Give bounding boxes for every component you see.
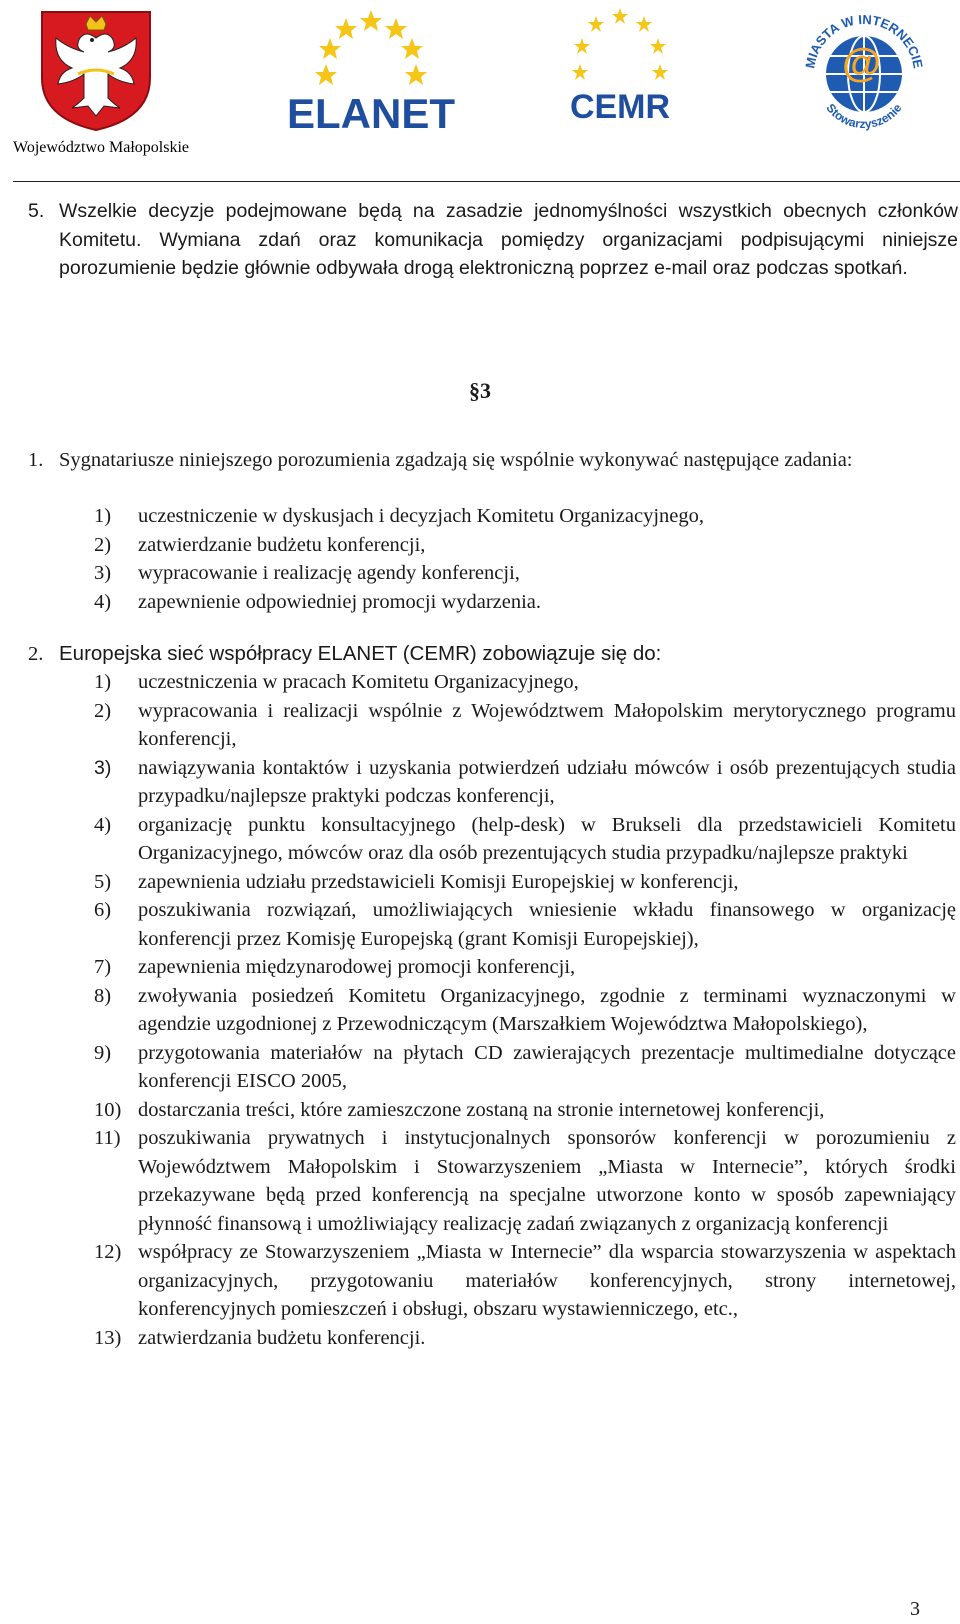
list-item-text: zatwierdzanie budżetu konferencji,	[138, 533, 426, 556]
paragraph-1-list	[94, 502, 956, 616]
list-item	[94, 953, 956, 982]
list-item-number: 9)	[94, 1041, 112, 1064]
list-item	[94, 531, 956, 560]
list-item	[94, 1238, 956, 1324]
list-item-text: przygotowania materiałów na płytach CD zawierających prezentacje multimedialne dotyczące konferencji EISCO 2005,	[138, 1041, 956, 1092]
list-item	[94, 811, 956, 868]
at-sign-icon: @	[842, 41, 882, 85]
list-item-number: 13)	[94, 1326, 122, 1349]
paragraph-number: 5.	[28, 200, 45, 222]
list-item-text: wypracowania i realizacji wspólnie z Województwem Małopolskim merytorycznego programu konferencji,	[138, 699, 956, 750]
section-heading: §3	[469, 378, 491, 403]
list-item-text: zwoływania posiedzeń Komitetu Organizacyjnego, zgodnie z terminami wyznaczonymi w agendzie uzgodnionej z Przewodniczącym (Marszałkiem Województwa Małopolskiego),	[138, 984, 956, 1035]
list-item	[94, 697, 956, 754]
list-item-text: nawiązywania kontaktów i uzyskania potwierdzeń udziału mówców i osób prezentujących studia przypadku/najlepsze praktyki podczas konferencji,	[138, 756, 956, 807]
list-item-text: poszukiwania rozwiązań, umożliwiających wniesienie wkładu finansowego w organizację konferencji przez Komisję Europejską (grant Komisji Europejskiej),	[138, 899, 956, 950]
list-item-number: 2)	[94, 699, 112, 722]
elanet-logo	[286, 6, 456, 136]
paragraph-2-list	[94, 668, 956, 1352]
list-item-number: 6)	[94, 899, 112, 921]
list-item-number: 4)	[94, 590, 112, 613]
cemr-logo	[560, 4, 680, 130]
list-item-number: 10)	[94, 1098, 122, 1121]
list-item	[94, 1124, 956, 1238]
list-item-text: zapewnienia międzynarodowej promocji konferencji,	[138, 956, 576, 978]
page-number: 3	[910, 1598, 920, 1620]
list-item-text: wypracowanie i realizację agendy konferencji,	[138, 562, 520, 584]
list-item	[94, 502, 956, 531]
eagle-crest-icon	[38, 8, 154, 132]
miasta-w-internecie-logo	[796, 4, 932, 140]
list-item-text: uczestniczenie w dyskusjach i decyzjach Komitetu Organizacyjnego,	[138, 505, 705, 527]
miasta-arc-bottom: Stowarzyszenie	[823, 100, 905, 132]
list-item	[94, 868, 956, 897]
miasta-arc-top: MIASTA W INTERNECIE	[802, 11, 926, 70]
paragraph-text: Sygnatariusze niniejszego porozumienia zgadzają się wspólnie wykonywać następujące zadania:	[59, 449, 853, 471]
list-item-number: 12)	[94, 1241, 122, 1263]
list-item	[94, 982, 956, 1039]
list-item-number: 3)	[94, 562, 112, 584]
paragraph-text: Wszelkie decyzje podejmowane będą na zasadzie jednomyślności wszystkich obecnych członków Komitetu. Wymiana zdań oraz komunikacja pomiędzy organizacjami podpisującymi niniejsze porozumienie będzie głównie odbywała drogą elektroniczną poprzez e-mail oraz podczas spotkań.	[59, 200, 958, 279]
list-item	[94, 754, 956, 811]
paragraph-1	[28, 446, 958, 475]
paragraph-text: Europejska sieć współpracy ELANET (CEMR) zobowiązuje się do:	[59, 642, 662, 665]
list-item-number: 8)	[94, 984, 112, 1007]
list-item-text: zapewnienie odpowiedniej promocji wydarzenia.	[138, 590, 542, 613]
list-item	[94, 668, 956, 697]
list-item-text: uczestniczenia w pracach Komitetu Organizacyjnego,	[138, 671, 579, 693]
elanet-wordmark: ELANET	[287, 90, 455, 136]
document-header	[0, 0, 960, 180]
list-item-text: poszukiwania prywatnych i instytucjonalnych sponsorów konferencji w porozumieniu z Województwem Małopolskim i Stowarzyszeniem „Miasta w Internecie”, których środki przekazywane będą przed konferencją na specjalne utworzone konto w sposób zapewniający płynność finansową i umożliwiający realizację zadań związanych z organizacją konferencji	[138, 1127, 956, 1235]
list-item	[94, 588, 956, 617]
list-item-number: 5)	[94, 870, 112, 893]
list-item-text: organizację punktu konsultacyjnego (help-desk) w Brukseli dla przedstawicieli Komitetu Organizacyjnego, mówców oraz dla osób prezentujących studia przypadku/najlepsze praktyki	[138, 813, 956, 864]
list-item-number: 7)	[94, 956, 112, 978]
list-item	[94, 896, 956, 953]
cemr-wordmark: CEMR	[569, 88, 671, 126]
list-item	[94, 1096, 956, 1125]
paragraph-2	[28, 640, 958, 669]
list-item-number: 2)	[94, 533, 112, 556]
paragraph-5	[28, 197, 958, 283]
list-item-text: zapewnienia udziału przedstawicieli Komisji Europejskiej w konferencji,	[138, 870, 739, 893]
list-item-text: zatwierdzania budżetu konferencji.	[138, 1326, 426, 1349]
paragraph-number: 1.	[28, 449, 44, 471]
list-item-number: 4)	[94, 813, 112, 836]
list-item-text: współpracy ze Stowarzyszeniem „Miasta w Internecie” dla wsparcia stowarzyszenia w aspektach organizacyjnych, przygotowaniu materiałów konferencyjnych, strony internetowej, konferencyjnych pomieszczeń i obsługi, obszaru wystawienniczego, etc.,	[138, 1241, 956, 1320]
list-item	[94, 559, 956, 588]
list-item-number: 3)	[94, 756, 112, 779]
header-divider	[13, 181, 960, 182]
paragraph-number: 2.	[28, 643, 44, 665]
list-item-number: 1)	[94, 671, 112, 693]
list-item-text: dostarczania treści, które zamieszczone zostaną na stronie internetowej konferencji,	[138, 1098, 825, 1121]
list-item	[94, 1324, 956, 1353]
list-item	[94, 1039, 956, 1096]
list-item-number: 11)	[94, 1127, 121, 1149]
org-caption: Województwo Małopolskie	[13, 139, 190, 156]
list-item-number: 1)	[94, 505, 112, 527]
